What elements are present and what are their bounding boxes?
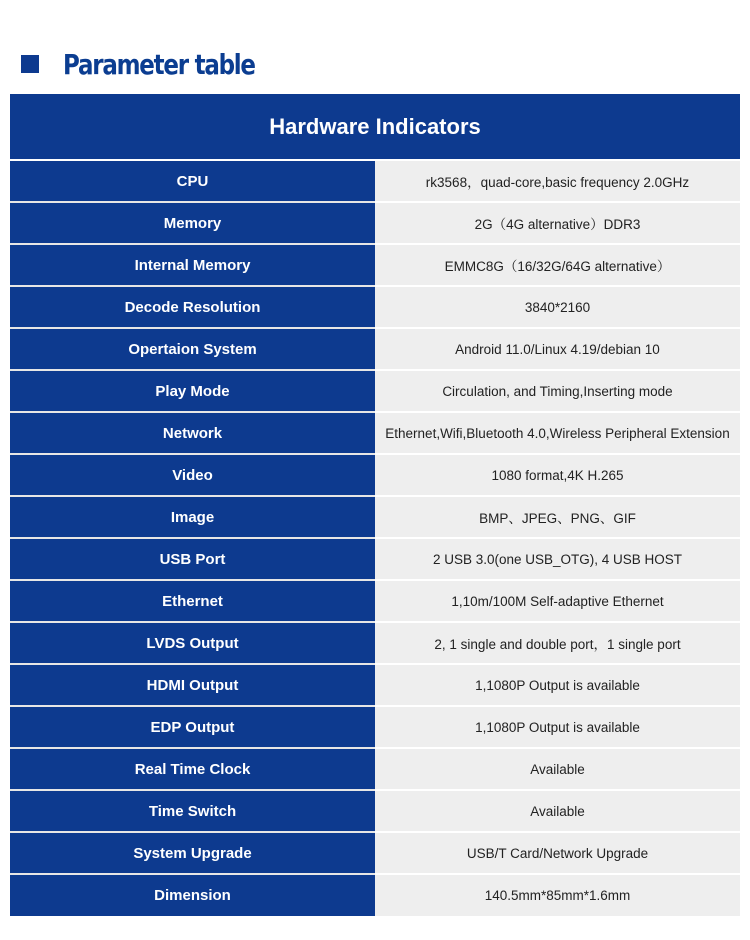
row-value: 1080 format,4K H.265 (375, 454, 740, 496)
row-label: Memory (10, 202, 375, 244)
table-row (10, 664, 740, 706)
table-row (10, 454, 740, 496)
table-row (10, 622, 740, 664)
table-row (10, 202, 740, 244)
page-heading (21, 44, 297, 84)
table-row (10, 160, 740, 202)
row-value: 1,1080P Output is available (375, 664, 740, 706)
row-label: CPU (10, 160, 375, 202)
row-value: 2G（4G alternative）DDR3 (375, 202, 740, 244)
row-label: Network (10, 412, 375, 454)
table-row (10, 580, 740, 622)
table-row (10, 538, 740, 580)
row-label: Ethernet (10, 580, 375, 622)
row-label: Video (10, 454, 375, 496)
row-value: 3840*2160 (375, 286, 740, 328)
table-row (10, 874, 740, 916)
page-title: Parameter table (63, 47, 255, 81)
table-row (10, 832, 740, 874)
row-value: Available (375, 748, 740, 790)
table-row (10, 496, 740, 538)
row-label: Decode Resolution (10, 286, 375, 328)
row-label: Real Time Clock (10, 748, 375, 790)
bullet-square-icon (21, 55, 39, 73)
row-value: 2 USB 3.0(one USB_OTG), 4 USB HOST (375, 538, 740, 580)
row-value: Available (375, 790, 740, 832)
row-value: 1,1080P Output is available (375, 706, 740, 748)
row-label: Image (10, 496, 375, 538)
row-value: USB/T Card/Network Upgrade (375, 832, 740, 874)
table-row (10, 748, 740, 790)
row-label: System Upgrade (10, 832, 375, 874)
table-header: Hardware Indicators (10, 94, 740, 160)
table-row (10, 370, 740, 412)
table-row (10, 244, 740, 286)
table-row (10, 706, 740, 748)
row-label: Time Switch (10, 790, 375, 832)
row-value: Circulation, and Timing,Inserting mode (375, 370, 740, 412)
table-body (10, 160, 740, 916)
table-row (10, 412, 740, 454)
row-label: Internal Memory (10, 244, 375, 286)
row-value: Android 11.0/Linux 4.19/debian 10 (375, 328, 740, 370)
table-row (10, 286, 740, 328)
row-value: EMMC8G（16/32G/64G alternative） (375, 244, 740, 286)
row-value: rk3568，quad-core,basic frequency 2.0GHz (375, 160, 740, 202)
parameter-table (10, 94, 740, 916)
table-row (10, 328, 740, 370)
row-value: 140.5mm*85mm*1.6mm (375, 874, 740, 916)
row-label: EDP Output (10, 706, 375, 748)
row-value: BMP、JPEG、PNG、GIF (375, 496, 740, 538)
table-row (10, 790, 740, 832)
row-value: 2, 1 single and double port，1 single port (375, 622, 740, 664)
row-label: LVDS Output (10, 622, 375, 664)
row-label: HDMI Output (10, 664, 375, 706)
row-value: 1,10m/100M Self-adaptive Ethernet (375, 580, 740, 622)
row-label: Opertaion System (10, 328, 375, 370)
row-label: Dimension (10, 874, 375, 916)
row-value: Ethernet,Wifi,Bluetooth 4.0,Wireless Peripheral Extension (375, 412, 740, 454)
row-label: Play Mode (10, 370, 375, 412)
row-label: USB Port (10, 538, 375, 580)
